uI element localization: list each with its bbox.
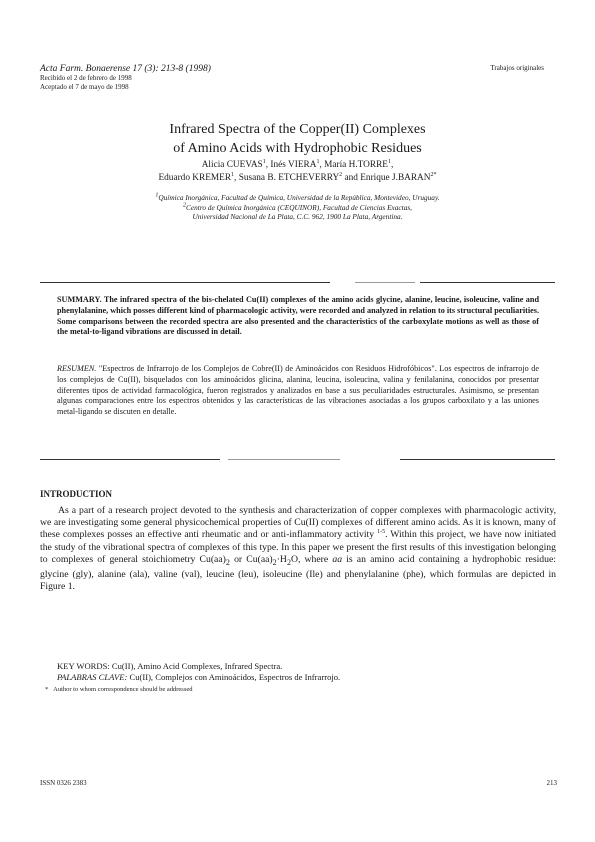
author-name: María H.TORRE <box>324 160 388 170</box>
author-affiliation-mark: 1 <box>262 158 266 165</box>
keywords-spanish-label: PALABRAS CLAVE: <box>57 672 128 682</box>
affiliation-3: Universidad Nacional de La Plata, C.C. 962, 1900 La Plata, Argentina. <box>192 212 403 221</box>
author-affiliation-mark: 2 <box>339 171 343 178</box>
author-name: Alicia CUEVAS <box>201 160 263 170</box>
author-line-1: Alicia CUEVAS$^1$, Inés VIERA$^1$, María H.TORRE$^1$, <box>201 158 394 170</box>
divider-left-bottom <box>40 459 220 460</box>
author-list <box>0 159 595 185</box>
section-label: Trabajos originales <box>490 64 544 72</box>
affiliations <box>0 193 595 222</box>
divider-left-top <box>40 282 330 283</box>
summary-abstract: SUMMARY. The infrared spectra of the bis-chelated Cu(II) complexes of the amino acids glycine, alanine, leucine, isoleucine, valine and phenylalanine, which posses different kind of pharmacologic activity, were recorded and analyzed in relation to its structural peculiarities. Some comparisons between the recorded spectra are also presented and the characteristics of the carboxylate motions as well as those of the metal-to-ligand vibrations are discussed in detail. <box>57 295 539 337</box>
author-name: Inés VIERA <box>270 160 317 170</box>
resumen-abstract <box>57 364 539 418</box>
introduction-heading: INTRODUCTION <box>40 489 113 499</box>
author-name: Eduardo KREMER <box>158 173 232 183</box>
footnote-mark: * <box>45 686 49 693</box>
resumen-text: "Espectros de Infrarrojo de los Complejos de Cobre(II) de Aminoácidos con Residuos Hidrofóbicos". Los espectros de infrarrojo de los complejos de Cu(II), bisquelados con los aminoácidos glicina, alanina, leucina, isoleucina, valina y fenilalanina, conocidos por presentar diferentes tipos de actividad farmacológica, fueron registrados y analizados en base a sus peculiaridades estructurales. Asimismo, se presentan algunas comparaciones entre los espectros obtenidos y las características de las vibraciones asociadas a los grupos carboxilato y a las uniones metal-ligando se discuten en detalle. <box>57 364 539 417</box>
author-affiliation-mark: 1 <box>387 158 391 165</box>
divider-right-top-2 <box>420 282 555 283</box>
author-line-2: Eduardo KREMER$^1$, Susana B. ETCHEVERRY$^2$ and Enrique $J.BARAN^{2*}$ <box>158 171 437 183</box>
title-line-1: Infrared Spectra of the Copper(II) Complexes <box>169 122 426 137</box>
introduction-paragraph: As a part of a research project devoted to the synthesis and characterization of copper complexes with pharmacologic activity, we are investigating some general physicochemical properties of Cu(II) complexes of different amino acids. As it is known, many of these complexes posses an effective anti rheumatic and or anti-inflammatory activity $^{1-5}$. Within this project, we have now initiated the study of the vibrational spectra of complexes of this type. In this paper we present the first results of this investigation belonging to complexes of general stoichiometry $Cu(aa)_2$ or $Cu(aa)_2\cdot H_2O$, where aa is an amino acid containing a hydrophobic residue: glycine (gly), alanine (ala), valine (val), leucine (leu), isoleucine (Ile) and phenylalanine (phe), which formulas are depicted in Figure 1. <box>40 505 557 593</box>
paper-title <box>0 120 595 158</box>
page-number: 213 <box>546 779 557 787</box>
divider-right-top <box>355 282 415 283</box>
resumen-label: RESUMEN. <box>57 364 97 373</box>
title-line-2: of Amino Acids with Hydrophobic Residues <box>173 141 422 156</box>
affiliation-mark: 1 <box>155 192 159 199</box>
journal-citation: Acta Farm. Bonaerense 17 (3): 213-8 (1998) <box>40 64 211 74</box>
reference-mark: 1-5 <box>377 529 386 536</box>
author-affiliation-mark: 1 <box>316 158 320 165</box>
footer-issn: ISSN 0326 2383 <box>40 779 87 787</box>
submission-dates <box>40 74 132 91</box>
keywords-spanish: PALABRAS CLAVE: Cu(II), Complejos con Aminoácidos, Espectros de Infrarrojo. <box>57 672 341 682</box>
divider-mid-bottom <box>228 459 340 460</box>
author-affiliation-mark: 1 <box>231 171 235 178</box>
keywords-english: KEY WORDS: Cu(II), Amino Acid Complexes, Infrared Spectra. <box>57 661 283 671</box>
accepted-date: Aceptado el 7 de mayo de 1998 <box>40 82 129 91</box>
author-name: Susana B. ETCHEVERRY <box>238 173 340 183</box>
affiliation-2: $^2$Centro de Química Inorgánica (CEQUINOR), Facultad de Ciencias Exactas, <box>182 202 413 212</box>
correspondence-footnote: * Author to whom correspondence should be addressed <box>45 686 193 693</box>
received-date: Recibido el 2 de febrero de 1998 <box>40 74 132 82</box>
affiliation-mark: 2 <box>182 202 186 209</box>
author-affiliation-mark: 2* <box>430 171 437 178</box>
affiliation-1: $^1$Química Inorgánica, Facultad de Química, Universidad de la República, Montevideo, Uruguay. <box>155 192 440 202</box>
divider-right-bottom <box>400 459 555 460</box>
author-name: Enrique J.BARAN <box>360 173 431 183</box>
